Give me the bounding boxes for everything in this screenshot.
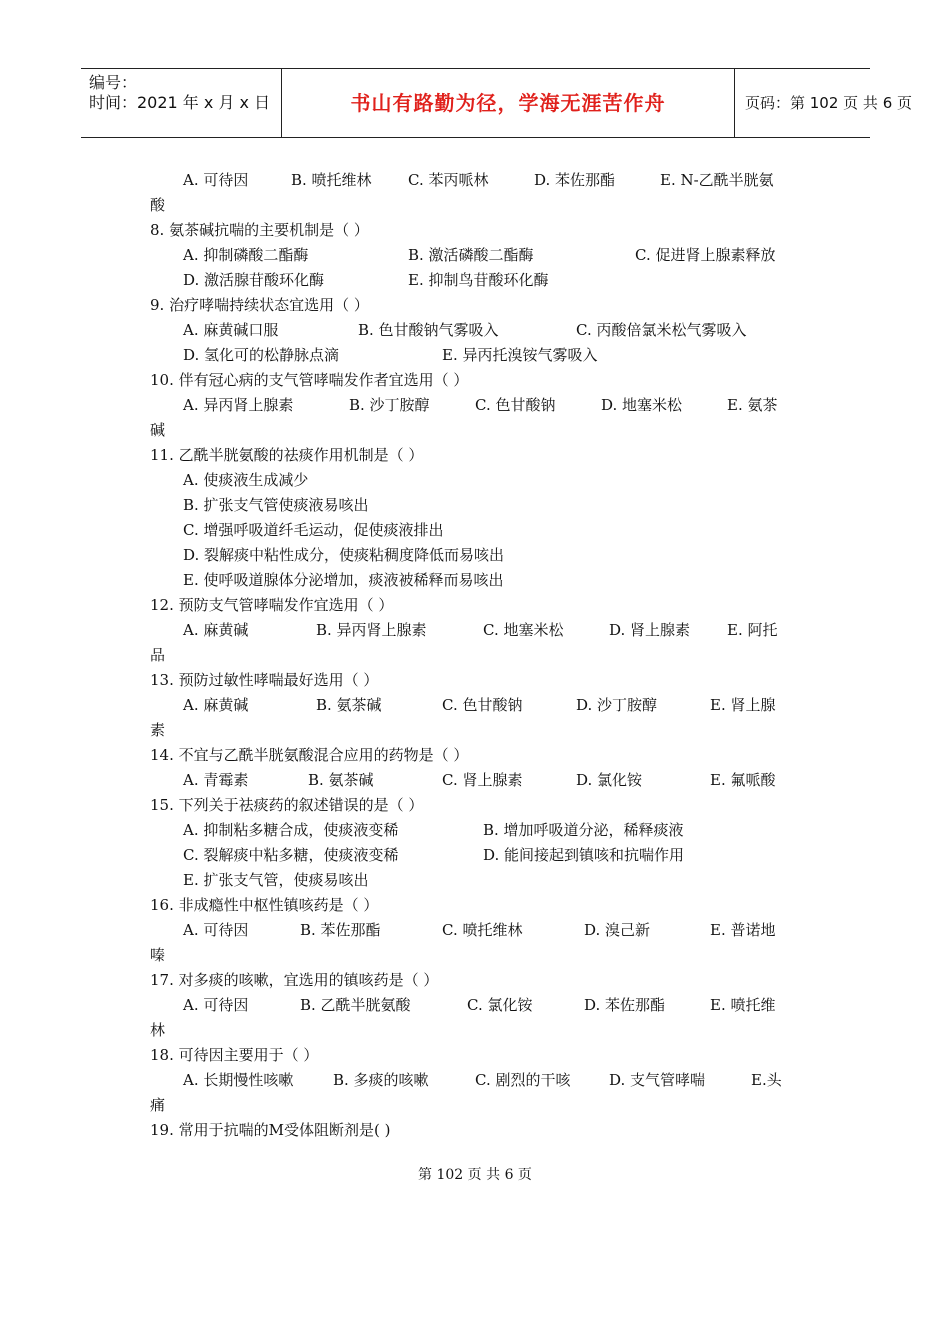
q10-option-e: E. 氨茶	[727, 396, 778, 414]
q8-option-c: C. 促进肾上腺素释放	[635, 246, 776, 264]
q12-option-b: B. 异丙肾上腺素	[316, 621, 427, 639]
q11-option-c: C. 增强呼吸道纤毛运动，促使痰液排出	[183, 521, 444, 539]
q14-option-e: E. 氟哌酸	[710, 771, 776, 789]
header-page-code: 页码：第 102 页 共 6 页	[745, 94, 913, 112]
q17-option-d: D. 苯佐那酯	[584, 996, 666, 1014]
page-header	[81, 68, 913, 138]
q12-option-e: E. 阿托	[727, 621, 778, 639]
q13-option-e: E. 肾上腺	[710, 696, 776, 714]
q18-option-e: E.头	[751, 1071, 782, 1089]
q12-stem: 12. 预防支气管哮喘发作宜选用（ ）	[150, 596, 394, 614]
q9-option-e: E. 异丙托溴铵气雾吸入	[442, 346, 598, 364]
q10-option-a: A. 异丙肾上腺素	[183, 396, 294, 414]
q9-option-a: A. 麻黄碱口服	[183, 321, 279, 339]
q12-option-d: D. 肾上腺素	[609, 621, 691, 639]
header-meta-cell	[81, 69, 282, 137]
q10-stem: 10. 伴有冠心病的支气管哮喘发作者宜选用（ ）	[150, 371, 469, 389]
q16-option-e: E. 普诺地	[710, 921, 776, 939]
q18-option-a: A. 长期慢性咳嗽	[183, 1071, 294, 1089]
q8-option-e: E. 抑制鸟苷酸环化酶	[408, 271, 549, 289]
q13-option-a: A. 麻黄碱	[183, 696, 249, 714]
q15-option-e: E. 扩张支气管，使痰易咳出	[183, 871, 369, 889]
header-motto: 书山有路勤为径，学海无涯苦作舟	[282, 69, 735, 137]
q11-option-b: B. 扩张支气管使痰液易咳出	[183, 496, 369, 514]
q14-option-d: D. 氯化铵	[576, 771, 643, 789]
q17-stem: 17. 对多痰的咳嗽，宜选用的镇咳药是（ ）	[150, 971, 439, 989]
q16-stem: 16. 非成瘾性中枢性镇咳药是（ ）	[150, 896, 379, 914]
q13-option-d: D. 沙丁胺醇	[576, 696, 658, 714]
q10-option-c: C. 色甘酸钠	[475, 396, 556, 414]
q15-option-d: D. 能间接起到镇咳和抗喘作用	[483, 846, 685, 864]
q17-option-e-wrap: 林	[150, 1021, 166, 1039]
q10-option-b: B. 沙丁胺醇	[349, 396, 430, 414]
q18-option-b: B. 多痰的咳嗽	[333, 1071, 429, 1089]
q7-option-a: A. 可待因	[183, 171, 249, 189]
q14-option-c: C. 肾上腺素	[442, 771, 523, 789]
q17-option-c: C. 氯化铵	[467, 996, 533, 1014]
q11-option-e: E. 使呼吸道腺体分泌增加，痰液被稀释而易咳出	[183, 571, 504, 589]
q12-option-a: A. 麻黄碱	[183, 621, 249, 639]
q14-option-b: B. 氨茶碱	[308, 771, 374, 789]
q8-stem: 8. 氨茶碱抗喘的主要机制是（ ）	[150, 221, 369, 239]
q7-option-c: C. 苯丙哌林	[408, 171, 489, 189]
q18-option-c: C. 剧烈的干咳	[475, 1071, 571, 1089]
q9-option-d: D. 氢化可的松静脉点滴	[183, 346, 340, 364]
q7-option-d: D. 苯佐那酯	[534, 171, 616, 189]
q9-option-b: B. 色甘酸钠气雾吸入	[358, 321, 499, 339]
q19-stem: 19. 常用于抗喘的M受体阻断剂是( )	[150, 1121, 391, 1139]
q7-option-e: E. N-乙酰半胱氨	[660, 171, 774, 189]
q8-option-d: D. 激活腺苷酸环化酶	[183, 271, 325, 289]
q16-option-b: B. 苯佐那酯	[300, 921, 381, 939]
q14-option-a: A. 青霉素	[183, 771, 249, 789]
q8-option-b: B. 激活磷酸二酯酶	[408, 246, 534, 264]
q18-stem: 18. 可待因主要用于（ ）	[150, 1046, 319, 1064]
q16-option-c: C. 喷托维林	[442, 921, 523, 939]
q15-option-b: B. 增加呼吸道分泌，稀释痰液	[483, 821, 684, 839]
q15-option-c: C. 裂解痰中粘多糖，使痰液变稀	[183, 846, 399, 864]
q14-stem: 14. 不宜与乙酰半胱氨酸混合应用的药物是（ ）	[150, 746, 469, 764]
date-label: 时间：2021 年 x 月 x 日	[89, 93, 271, 112]
q15-stem: 15. 下列关于祛痰药的叙述错误的是（ ）	[150, 796, 424, 814]
q18-option-d: D. 支气管哮喘	[609, 1071, 706, 1089]
q13-option-e-wrap: 素	[150, 721, 166, 739]
page-footer	[0, 1165, 950, 1185]
q13-stem: 13. 预防过敏性哮喘最好选用（ ）	[150, 671, 379, 689]
q15-option-a: A. 抑制粘多糖合成，使痰液变稀	[183, 821, 399, 839]
q17-option-b: B. 乙酰半胱氨酸	[300, 996, 411, 1014]
q16-option-a: A. 可待因	[183, 921, 249, 939]
q8-option-a: A. 抑制磷酸二酯酶	[183, 246, 309, 264]
q12-option-c: C. 地塞米松	[483, 621, 564, 639]
q9-option-c: C. 丙酸倍氯米松气雾吸入	[576, 321, 747, 339]
q11-option-a: A. 使痰液生成减少	[183, 471, 309, 489]
footer-page-number: 第 102 页 共 6 页	[418, 1167, 532, 1183]
q9-stem: 9. 治疗哮喘持续状态宜选用（ ）	[150, 296, 369, 314]
q16-option-d: D. 溴己新	[584, 921, 651, 939]
q10-option-e-wrap: 碱	[150, 421, 166, 439]
q16-option-e-wrap: 嗪	[150, 946, 166, 964]
q7-option-e-wrap: 酸	[150, 196, 166, 214]
q13-option-c: C. 色甘酸钠	[442, 696, 523, 714]
q17-option-e: E. 喷托维	[710, 996, 776, 1014]
q17-option-a: A. 可待因	[183, 996, 249, 1014]
q10-option-d: D. 地塞米松	[601, 396, 683, 414]
q11-option-d: D. 裂解痰中粘性成分，使痰粘稠度降低而易咳出	[183, 546, 505, 564]
serial-label: 编号：	[89, 73, 138, 92]
q7-option-b: B. 喷托维林	[291, 171, 372, 189]
q13-option-b: B. 氨茶碱	[316, 696, 382, 714]
q18-option-e-wrap: 痛	[150, 1096, 166, 1114]
q12-option-e-wrap: 品	[150, 646, 166, 664]
q11-stem: 11. 乙酰半胱氨酸的祛痰作用机制是（ ）	[150, 446, 424, 464]
